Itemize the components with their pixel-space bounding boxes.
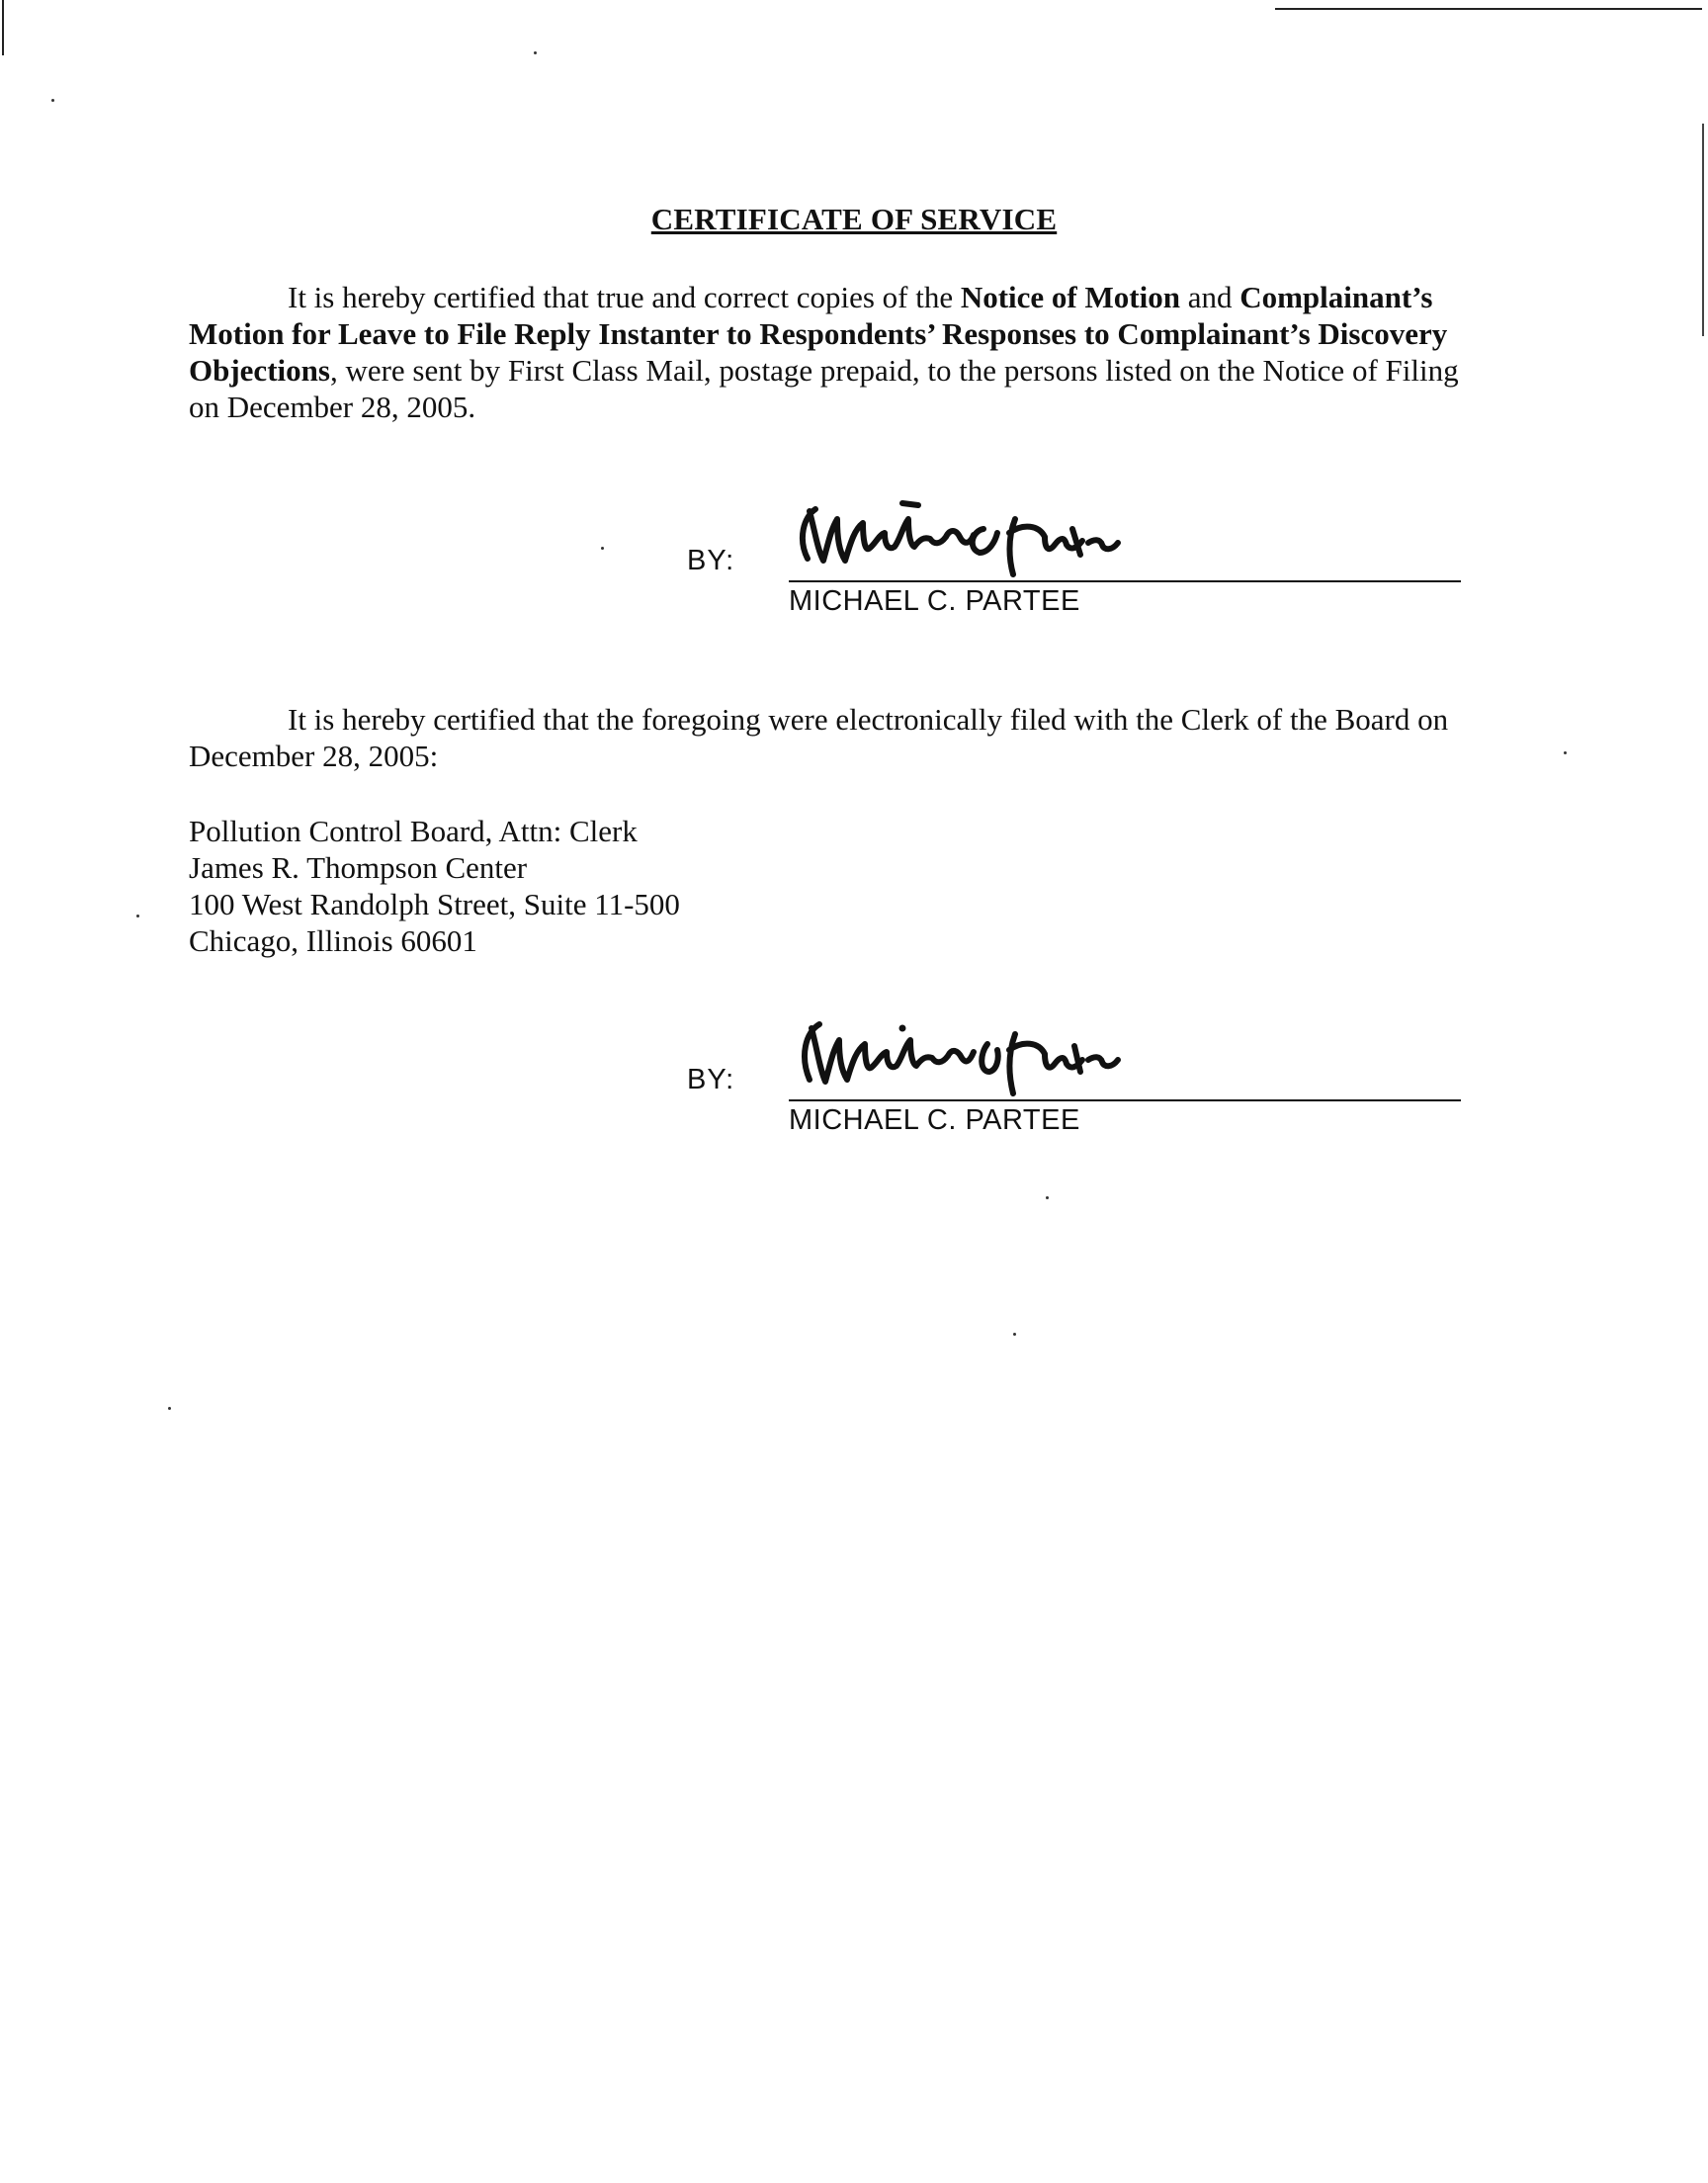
- scan-speck: [1046, 1196, 1049, 1199]
- service-paragraph: [189, 279, 1474, 425]
- motion-title: Complainant’s Motion for Leave to File Reply Instanter to Respondents’ Responses to Complainant’s Discovery Objections: [189, 280, 1448, 388]
- address-line: Chicago, Illinois 60601: [189, 923, 477, 958]
- filing-paragraph: [189, 701, 1474, 774]
- scan-speck: [168, 1407, 171, 1410]
- scan-edge-line-left: [2, 0, 4, 55]
- scan-speck: [136, 915, 139, 917]
- clerk-address: [189, 813, 680, 959]
- signature-block: [687, 1008, 1478, 1147]
- service-text-3: , were sent by First Class Mail, postage prepaid, to the persons listed on the Notice of Filing on December 28, 2005.: [189, 353, 1459, 424]
- filing-text: It is hereby certified that the foregoing were electronically filed with the Clerk of the Board on December 28, 2005:: [189, 702, 1449, 773]
- signature-line: [789, 580, 1461, 582]
- signer-name: MICHAEL C. PARTEE: [789, 1104, 1080, 1136]
- signature-block: [687, 489, 1478, 628]
- signature-line: [789, 1099, 1461, 1101]
- service-text-1: It is hereby certified that true and correct copies of the: [288, 280, 961, 314]
- address-line: 100 West Randolph Street, Suite 11-500: [189, 887, 680, 921]
- by-label: BY:: [687, 545, 735, 576]
- handwritten-signature: [786, 480, 1181, 588]
- by-label: BY:: [687, 1064, 735, 1095]
- handwritten-signature: [786, 999, 1181, 1107]
- scan-edge-line-top: [1275, 8, 1702, 10]
- signer-name: MICHAEL C. PARTEE: [789, 585, 1080, 617]
- service-text-2: and: [1179, 280, 1240, 314]
- notice-of-motion-title: Notice of Motion: [960, 280, 1180, 314]
- scan-speck: [534, 51, 537, 54]
- scan-speck: [1013, 1333, 1016, 1336]
- address-line: James R. Thompson Center: [189, 850, 528, 885]
- address-line: Pollution Control Board, Attn: Clerk: [189, 814, 638, 848]
- scan-speck: [1564, 751, 1567, 754]
- scan-speck: [601, 547, 604, 550]
- scan-speck: [51, 99, 54, 102]
- page-title: CERTIFICATE OF SERVICE: [650, 202, 1058, 236]
